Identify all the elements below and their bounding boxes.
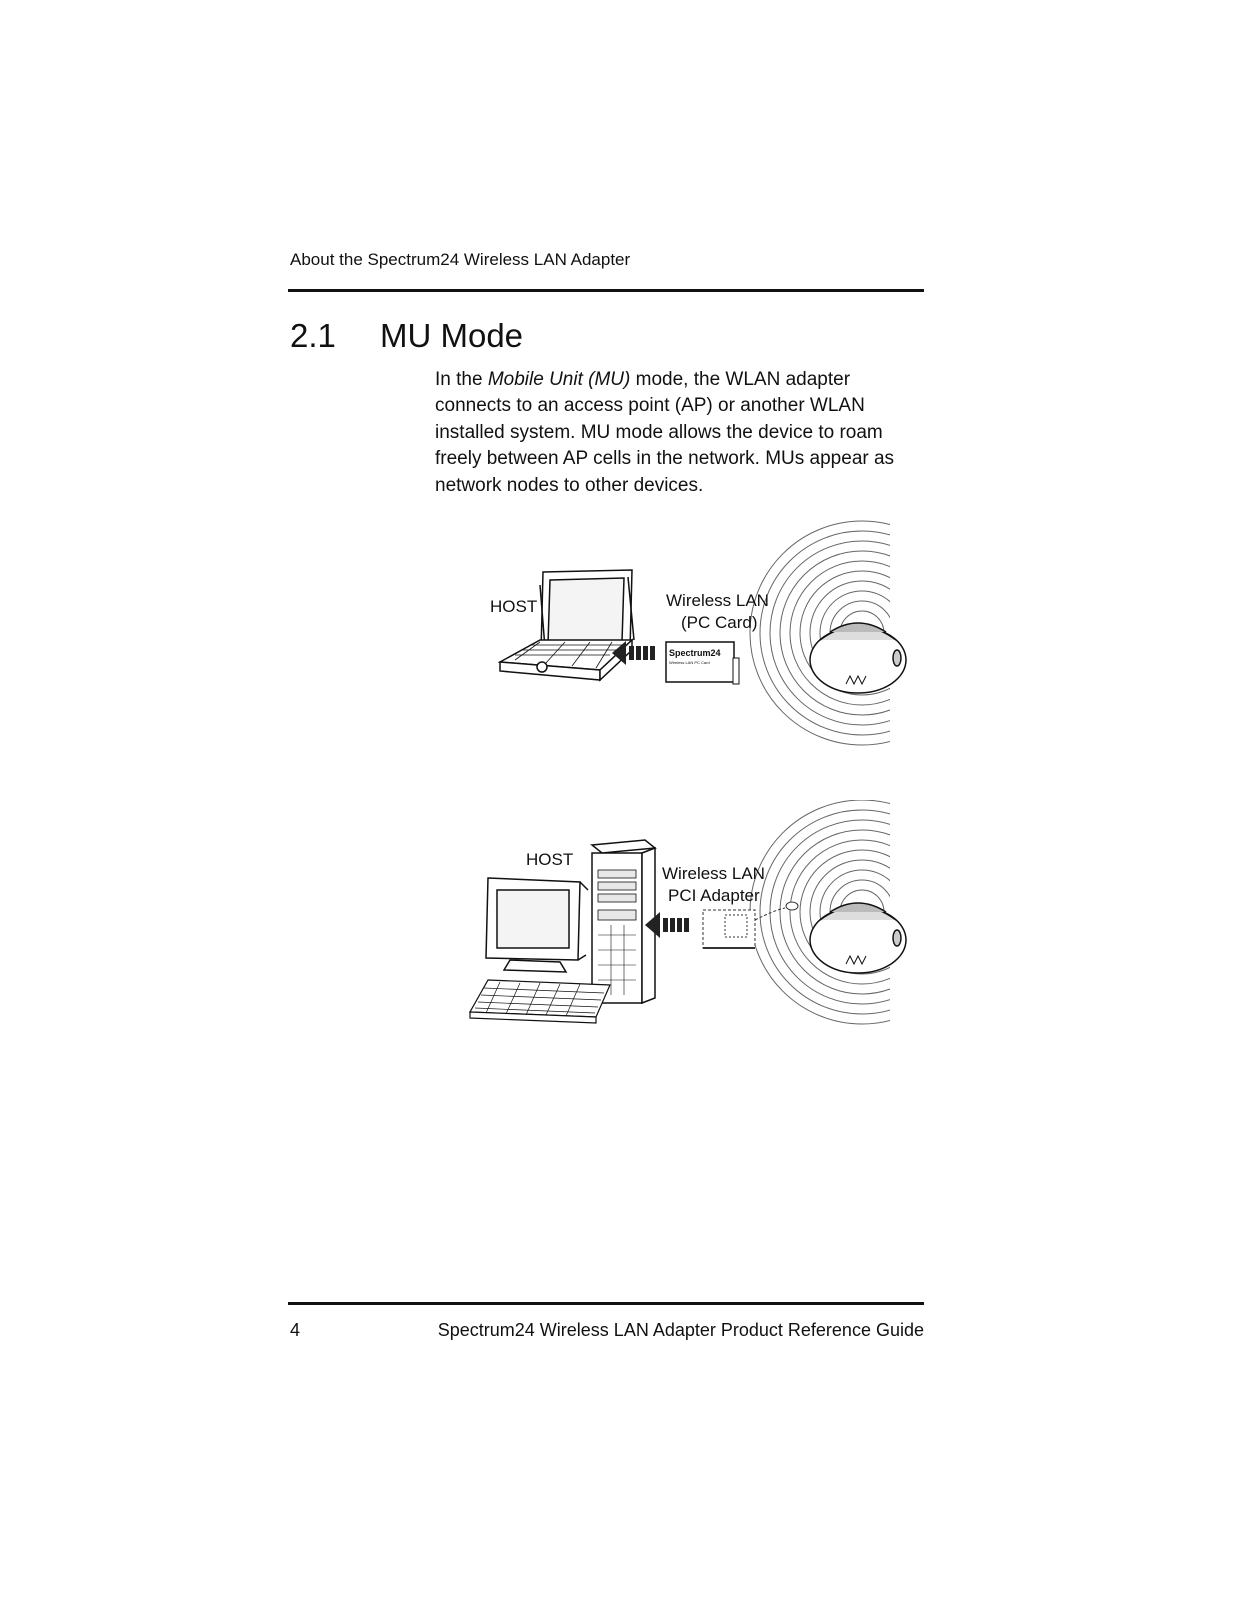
footer-guide-title: Spectrum24 Wireless LAN Adapter Product Reference Guide [437, 1320, 924, 1340]
access-point-icon [810, 903, 906, 973]
figure2-adapter-label-line2: PCI Adapter [668, 886, 760, 905]
body-text-emphasis: Mobile Unit (MU) [487, 369, 631, 390]
monitor-icon [486, 878, 588, 972]
page-number: 4 [290, 1320, 301, 1340]
body-text-rest: mode, the WLAN adapter connects to an access point (AP) or another WLAN installed system. MU mode allows the device to roam freely between AP cells in the network. MUs appear as network nodes to other devices. [435, 369, 895, 496]
footer-rule [288, 1302, 924, 1305]
keyboard-icon [470, 980, 610, 1023]
figure1-adapter-label-line2: (PC Card) [681, 613, 758, 632]
section-number: 2.1 [290, 317, 336, 354]
tower-computer-icon [592, 840, 655, 1003]
figure2-host-label: HOST [526, 850, 574, 869]
body-text-start: In the [435, 369, 488, 390]
running-header: About the Spectrum24 Wireless LAN Adapter [290, 250, 631, 269]
figure1-host-label: HOST [490, 597, 538, 616]
pc-card-subtitle: Wireless LAN PC Card [669, 660, 710, 665]
figure2-adapter-label-line1: Wireless LAN [662, 864, 765, 883]
pc-card-brand: Spectrum24 [669, 648, 721, 658]
section-title: MU Mode [380, 317, 524, 354]
figure1-adapter-label-line1: Wireless LAN [666, 591, 769, 610]
